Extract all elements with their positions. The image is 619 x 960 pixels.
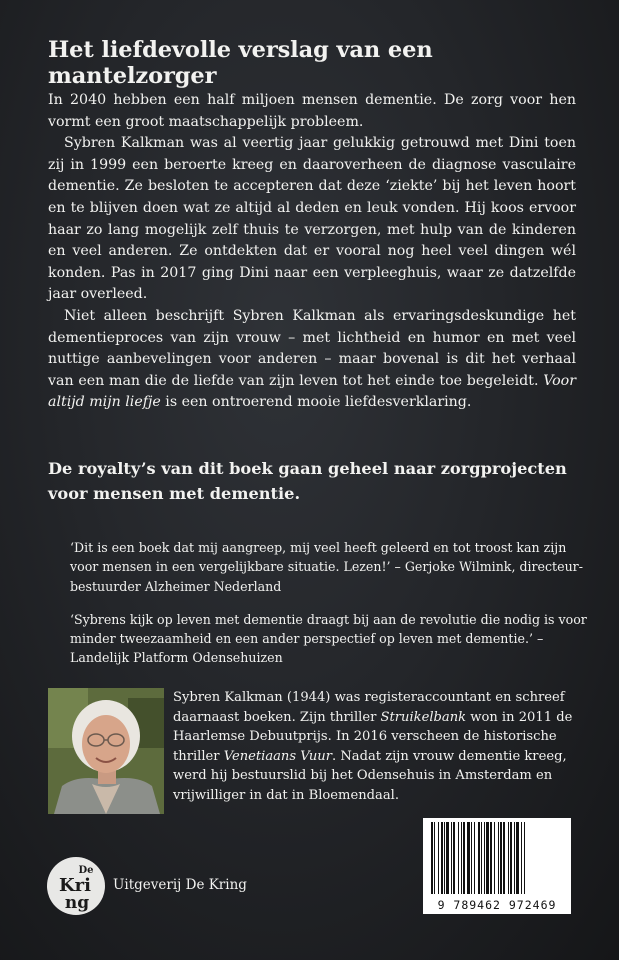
book-title: Het liefdevolle verslag van een mantelzorger — [48, 37, 433, 89]
book-title-italic: Voor altijd mijn liefje — [48, 372, 577, 411]
barcode-bar — [467, 822, 470, 894]
barcode-bar — [481, 822, 482, 894]
bio-part-1: Sybren Kalkman (1944) was registeraccountant en schreef daarnaast boeken. Zijn thriller — [173, 690, 565, 725]
barcode-bar — [446, 822, 449, 894]
logo-text-top: De — [78, 865, 94, 876]
blurb-paragraph-2: Sybren Kalkman was al veertig jaar gelukkig getrouwd met Dini toen zij in 1999 een beroerte kreeg en daaroverheen de diagnose vasculaire dementie. Ze besloten te accepteren dat deze ‘ziekte’ bij het leven hoort en te blijven doen wat ze altijd al deden en leuk vonden. Hij koos ervoor haar zo lang mogelijk zelf thuis te verzorgen, met hulp van de kinderen en veel anderen. Ze ontdekten dat er vooral nog heel veel dingen wél konden. Pas in 2017 ging Dini naar een verpleeghuis, waar ze datzelfde jaar overleed. — [48, 135, 576, 303]
quotes — [70, 538, 590, 682]
barcode-bar — [431, 822, 433, 894]
barcode-bar — [441, 822, 443, 894]
barcode-bars — [423, 818, 571, 898]
barcode-bar — [524, 822, 525, 894]
author-photo — [48, 688, 164, 814]
blurb — [48, 90, 576, 414]
blurb-paragraph-3-tail: is een ontroerend mooie liefdesverklaring. — [160, 394, 472, 411]
quote-2: ‘Sybrens kijk op leven met dementie draagt bij aan de revolutie die nodig is voor minder tweezaamheid en een ander perspectief op leven met dementie.’ – Landelijk Platform Odensehuizen — [70, 611, 587, 666]
blurb-paragraph-3 — [48, 306, 576, 414]
blurb-paragraph-3-main: Niet alleen beschrijft Sybren Kalkman als ervaringsdeskundige het dementieproces van zijn vrouw – met lichtheid en humor en met veel nuttige aanbevelingen voor anderen – maar bovenal is dit het verhaal van een man die de liefde van zijn leven tot het einde toe begeleidt. — [48, 307, 576, 389]
barcode-bar — [451, 822, 452, 894]
bio-book-title-2: Venetiaans Vuur — [223, 748, 332, 764]
bio-part-3: . Nadat zijn vrouw dementie kreeg, werd hij bestuurslid bij het Odensehuis in Amsterdam en vrijwilliger in dat in Bloemendaal. — [173, 748, 567, 803]
barcode-bar — [503, 822, 505, 894]
barcode-bar — [508, 822, 509, 894]
barcode-bar — [498, 822, 499, 894]
blurb-paragraph-1: In 2040 hebben een half miljoen mensen dementie. De zorg voor hen vormt een groot maatschappelijk probleem. — [48, 92, 576, 130]
barcode-bar — [521, 822, 522, 894]
barcode-bar — [453, 822, 455, 894]
barcode-bar — [458, 822, 459, 894]
barcode-bar — [438, 822, 439, 894]
barcode-bar — [461, 822, 462, 894]
barcode-bar — [516, 822, 519, 894]
barcode-bar — [514, 822, 515, 894]
barcode-bar — [474, 822, 475, 894]
logo-text-mid: Kri — [59, 875, 91, 896]
barcode-bar — [484, 822, 485, 894]
logo-text-bottom: ng — [64, 893, 90, 913]
barcode-bar — [510, 822, 512, 894]
barcode-bar — [500, 822, 502, 894]
barcode-bar — [471, 822, 472, 894]
barcode-bar — [463, 822, 465, 894]
barcode-bar — [478, 822, 480, 894]
barcode-bar — [444, 822, 445, 894]
barcode-number: 9 789462 972469 — [437, 898, 557, 912]
publisher-name: Uitgeverij De Kring — [113, 877, 247, 893]
barcode-bar — [494, 822, 495, 894]
barcode-icon — [423, 818, 571, 914]
quote-1: ‘Dit is een boek dat mij aangreep, mij veel heeft geleerd en tot troost kan zijn voor mensen in een vergelijkbare situatie. Lezen!’ – Gerjoke Wilmink, directeur-bestuurder Alzheimer Nederland — [70, 540, 583, 594]
barcode-bar — [490, 822, 492, 894]
barcode-bar — [486, 822, 489, 894]
bio-book-title-1: Struikelbank — [380, 709, 467, 725]
publisher-logo-icon — [46, 856, 106, 916]
royalty-statement: De royalty’s van dit boek gaan geheel naar zorgprojecten voor mensen met dementie. — [48, 459, 567, 503]
author-bio — [173, 688, 593, 806]
barcode-bar — [434, 822, 435, 894]
bio-part-2: won in 2011 de Haarlemse Debuutprijs. In 2016 verscheen de historische thriller — [173, 709, 573, 764]
